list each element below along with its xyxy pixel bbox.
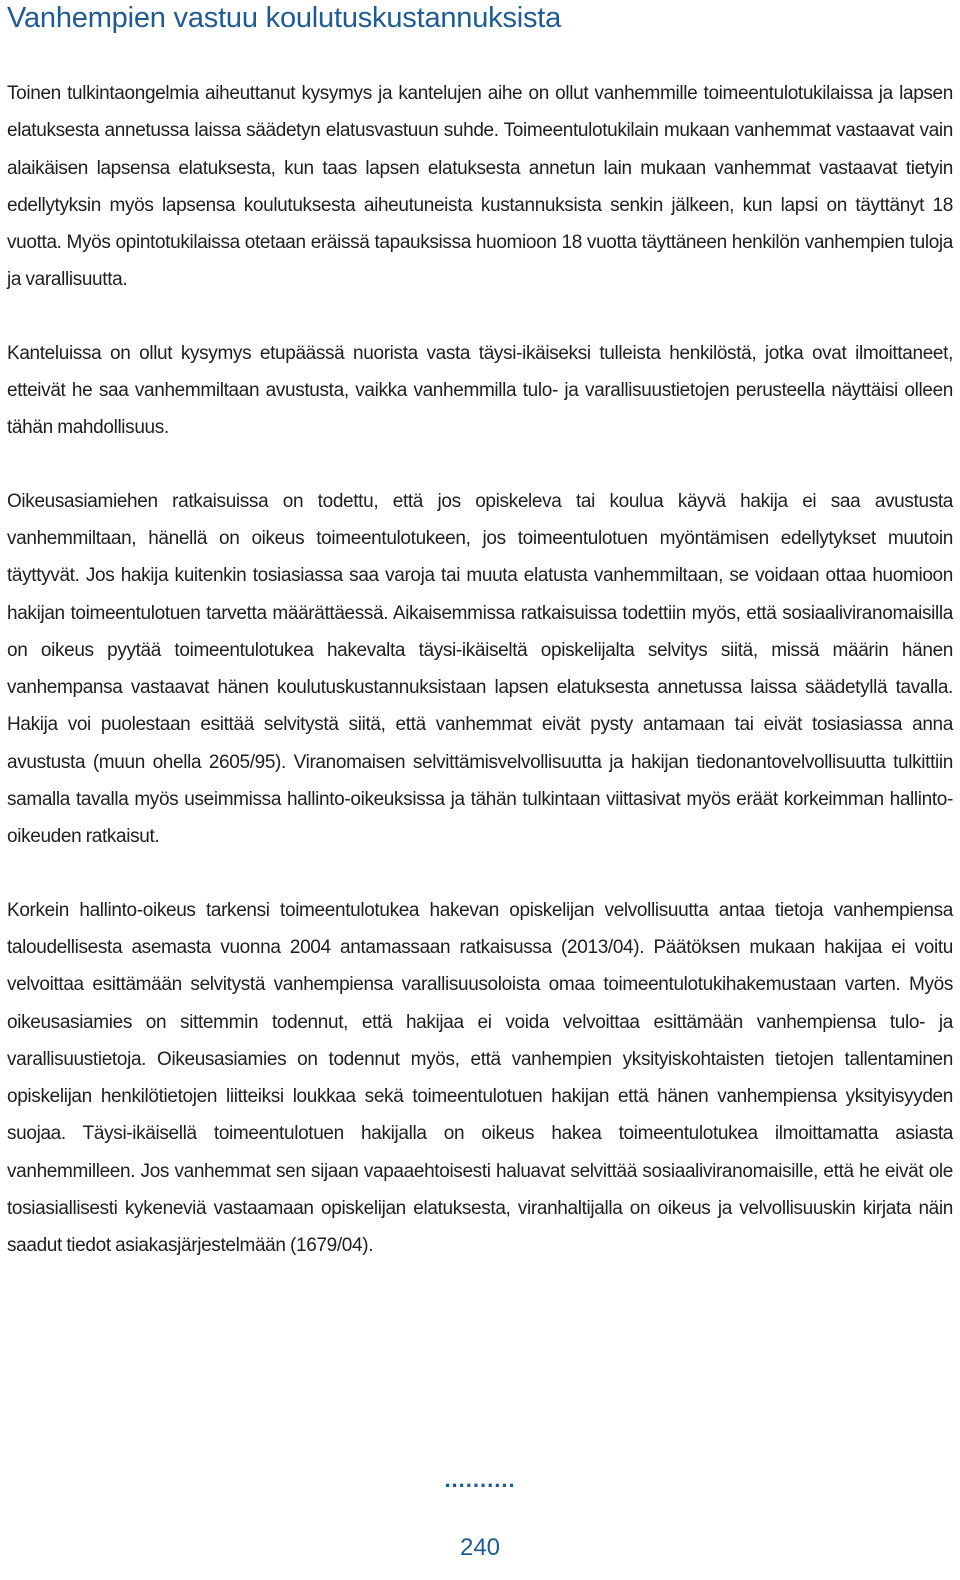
paragraph-4: Korkein hallinto-oikeus tarkensi toimeentulotukea hakevan opiskelijan velvollisuutta antaa tietoja vanhempiensa taloudellisesta asemasta vuonna 2004 antamassaan ratkaisussa (2013/04). Päätöksen mukaan hakijaa ei voitu velvoittaa esittämään selvitystä vanhempiensa varallisuusoloista omaa toimeentulotukihakemustaan varten. Myös oikeusasiamies on sittemmin todennut, että hakijaa ei voida velvoittaa esittämään vanhempiensa tulo- ja varallisuustietoja. Oikeusasiamies on todennut myös, että vanhempien yksityiskohtaisten tietojen tallentaminen opiskelijan henkilötietojen liitteiksi loukkaa sekä toimeentulotuen hakijan että hänen vanhempiensa yksityisyyden suojaa. Täysi-ikäisellä toimeentulotuen hakijalla on oikeus hakea toimeentulotukea ilmoittamatta asiasta vanhemmilleen. Jos vanhemmat sen sijaan vapaaehtoisesti haluavat selvittää sosiaaliviranomaisille, että he eivät ole tosiasiallisesti kykeneviä vastaamaan opiskelijan elatuksesta, viranhaltijalla on oikeus ja velvollisuuskin kirjata näin saadut tiedot asiakasjärjestelmään (1679/04). — [7, 899, 953, 1257]
page-number: 240 — [459, 1534, 501, 1561]
footer-ornament: .......... — [444, 1467, 516, 1492]
document-body — [7, 75, 953, 1301]
paragraph-2: Kanteluissa on ollut kysymys etupäässä nuorista vasta täysi-ikäiseksi tulleista henkilöstä, jotka ovat ilmoittaneet, etteivät he saa vanhemmiltaan avustusta, vaikka vanhemmilla tulo- ja varallisuustietojen perusteella näyttäisi olleen tähän mahdollisuus. — [7, 342, 953, 439]
section-title: Vanhempien vastuu koulutuskustannuksista — [7, 2, 562, 34]
paragraph-3: Oikeusasiamiehen ratkaisuissa on todettu, että jos opiskeleva tai koulua käyvä hakija ei saa avustusta vanhemmiltaan, hänellä on oikeus toimeentulotukeen, jos toimeentulotuen myöntämisen edellytykset muutoin täyttyvät. Jos hakija kuitenkin tosiasiassa saa varoja tai muuta elatusta vanhemmiltaan, se voidaan ottaa huomioon hakijan toimeentulotuen tarvetta määrättäessä. Aikaisemmissa ratkaisuissa todettiin myös, että sosiaaliviranomaisilla on oikeus pyytää toimeentulotukea hakevalta täysi-ikäiseltä opiskelijalta selvitys siitä, missä määrin hänen vanhempansa vastaavat hänen koulutuskustannuksistaan lapsen elatuksesta annetussa laissa säädetyllä tavalla. Hakija voi puolestaan esittää selvitystä siitä, että vanhemmat eivät pysty antamaan tai eivät tosiasiassa anna avustusta (muun ohella 2605/95). Viranomaisen selvittämisvelvollisuutta ja hakijan tiedonantovelvollisuutta tulkittiin samalla tavalla myös useimmissa hallinto-oikeuksissa ja tähän tulkintaan viittasivat myös eräät korkeimman hallinto-oikeuden ratkaisut. — [7, 490, 953, 848]
paragraph-1: Toinen tulkintaongelmia aiheuttanut kysymys ja kantelujen aihe on ollut vanhemmille toimeentulotukilaissa ja lapsen elatuksesta annetussa laissa säädetyn elatusvastuun suhde. Toimeentulotukilain mukaan vanhemmat vastaavat vain alaikäisen lapsensa elatuksesta, kun taas lapsen elatuksesta annetun lain mukaan vanhemmat vastaavat tietyin edellytyksin myös lapsensa koulutuksesta aiheutuneista kustannuksista senkin jälkeen, kun lapsi on täyttänyt 18 vuotta. Myös opintotukilaissa otetaan eräissä tapauksissa huomioon 18 vuotta täyttäneen henkilön vanhempien tuloja ja varallisuutta. — [7, 83, 953, 291]
